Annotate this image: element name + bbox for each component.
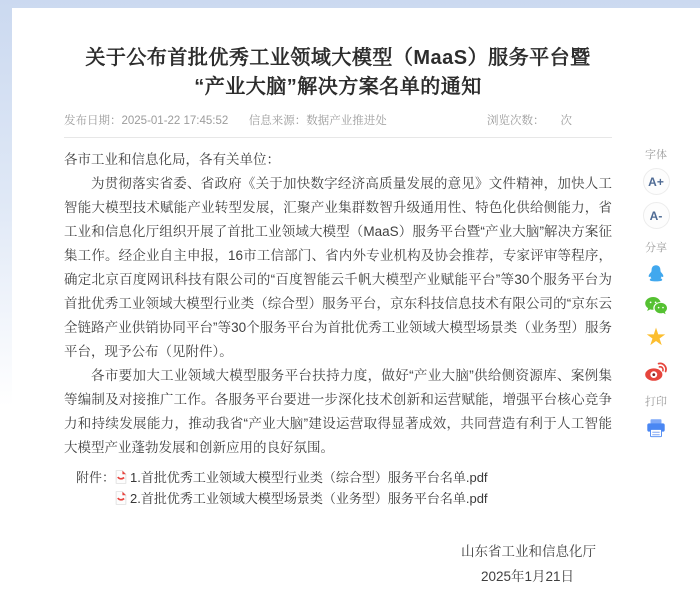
weibo-eye-icon xyxy=(644,361,668,382)
attachment-row xyxy=(115,488,488,509)
attachment-link-1[interactable]: 1.首批优秀工业领域大模型行业类（综合型）服务平台名单.pdf xyxy=(130,470,488,485)
publish-date-label: 发布日期： xyxy=(64,115,122,127)
font-decrease-button[interactable]: A- xyxy=(643,202,670,229)
print-button[interactable] xyxy=(645,417,667,439)
pdf-file-icon xyxy=(115,491,127,505)
print-label: 打印 xyxy=(645,396,667,408)
share-qzone-button[interactable] xyxy=(645,324,667,351)
share-weibo-button[interactable] xyxy=(644,361,668,382)
signature-date: 2025年1月21日 xyxy=(480,569,574,584)
signature-org: 山东省工业和信息化厅 xyxy=(461,544,596,559)
views-suffix: 次 xyxy=(560,115,572,127)
page-title xyxy=(64,44,612,102)
wechat-bubbles-icon xyxy=(644,295,668,317)
share-qq-button[interactable] xyxy=(645,263,667,285)
attachments-block xyxy=(76,467,612,509)
meta-divider xyxy=(64,137,612,138)
share-label: 分享 xyxy=(645,242,667,254)
font-increase-button[interactable]: A+ xyxy=(643,168,670,195)
publish-date: 2025-01-22 17:45:52 xyxy=(121,115,229,127)
printer-icon xyxy=(645,417,667,439)
attachments-list xyxy=(115,467,488,509)
source-label: 信息来源： xyxy=(248,115,307,127)
qzone-star-icon: ★ xyxy=(645,324,667,351)
side-toolbar xyxy=(634,148,678,439)
font-size-label: 字体 xyxy=(645,149,667,161)
paragraph-2: 各市要加大工业领域大模型服务平台扶持力度，做好“产业大脑”供给侧资源库、案例集等编制及对接推广工作。各服务平台要进一步深化技术创新和运营赋能，增强平台核心竞争力和持续发展能力，推动我省“产业大脑”建设运营取得显著成效，共同营造有利于人工智能大模型产业蓬勃发展和创新应用的良好氛围。 xyxy=(64,368,612,455)
attachment-link-2[interactable]: 2.首批优秀工业领域大模型场景类（业务型）服务平台名单.pdf xyxy=(130,491,488,506)
meta-left xyxy=(64,112,387,128)
notice-body xyxy=(64,148,612,460)
salutation: 各市工业和信息化局，各有关单位： xyxy=(64,152,280,167)
signature-block xyxy=(64,539,612,589)
paragraph-1: 为贯彻落实省委、省政府《关于加快数字经济高质量发展的意见》文件精神，加快人工智能大模型技术赋能产业转型发展，汇聚产业集群数智升级通用性、特色化供给侧能力，省工业和信息化厅组织开展了首批工业领域大模型（MaaS）服务平台暨“产业大脑”解决方案征集工作。经企业自主申报，16市工信部门、省内外专业机构及协会推荐，专家评审等程序，确定北京百度网讯科技有限公司的“百度智能云千帆大模型产业赋能平台”等30个服务平台为首批优秀工业领域大模型行业类（综合型）服务平台，京东科技信息技术有限公司的“京东云全链路产业供销协同平台”等30个服务平台为首批优秀工业领域大模型场景类（业务型）服务平台，现予公布（见附件）。 xyxy=(64,176,612,359)
share-wechat-button[interactable] xyxy=(644,295,668,317)
attachment-row xyxy=(115,467,488,488)
title-line-1: 关于公布首批优秀工业领域大模型（MaaS）服务平台暨 xyxy=(85,47,591,69)
qq-penguin-icon xyxy=(645,263,667,285)
content-panel xyxy=(12,8,700,584)
meta-right xyxy=(487,112,612,128)
views-label: 浏览次数： xyxy=(487,115,545,127)
pdf-file-icon xyxy=(115,470,127,484)
source-value: 数据产业推进处 xyxy=(306,115,387,127)
title-line-2: “产业大脑”解决方案名单的通知 xyxy=(194,76,482,98)
notice-article xyxy=(64,8,612,589)
attachments-label: 附件： xyxy=(76,470,116,485)
meta-row xyxy=(64,112,612,128)
